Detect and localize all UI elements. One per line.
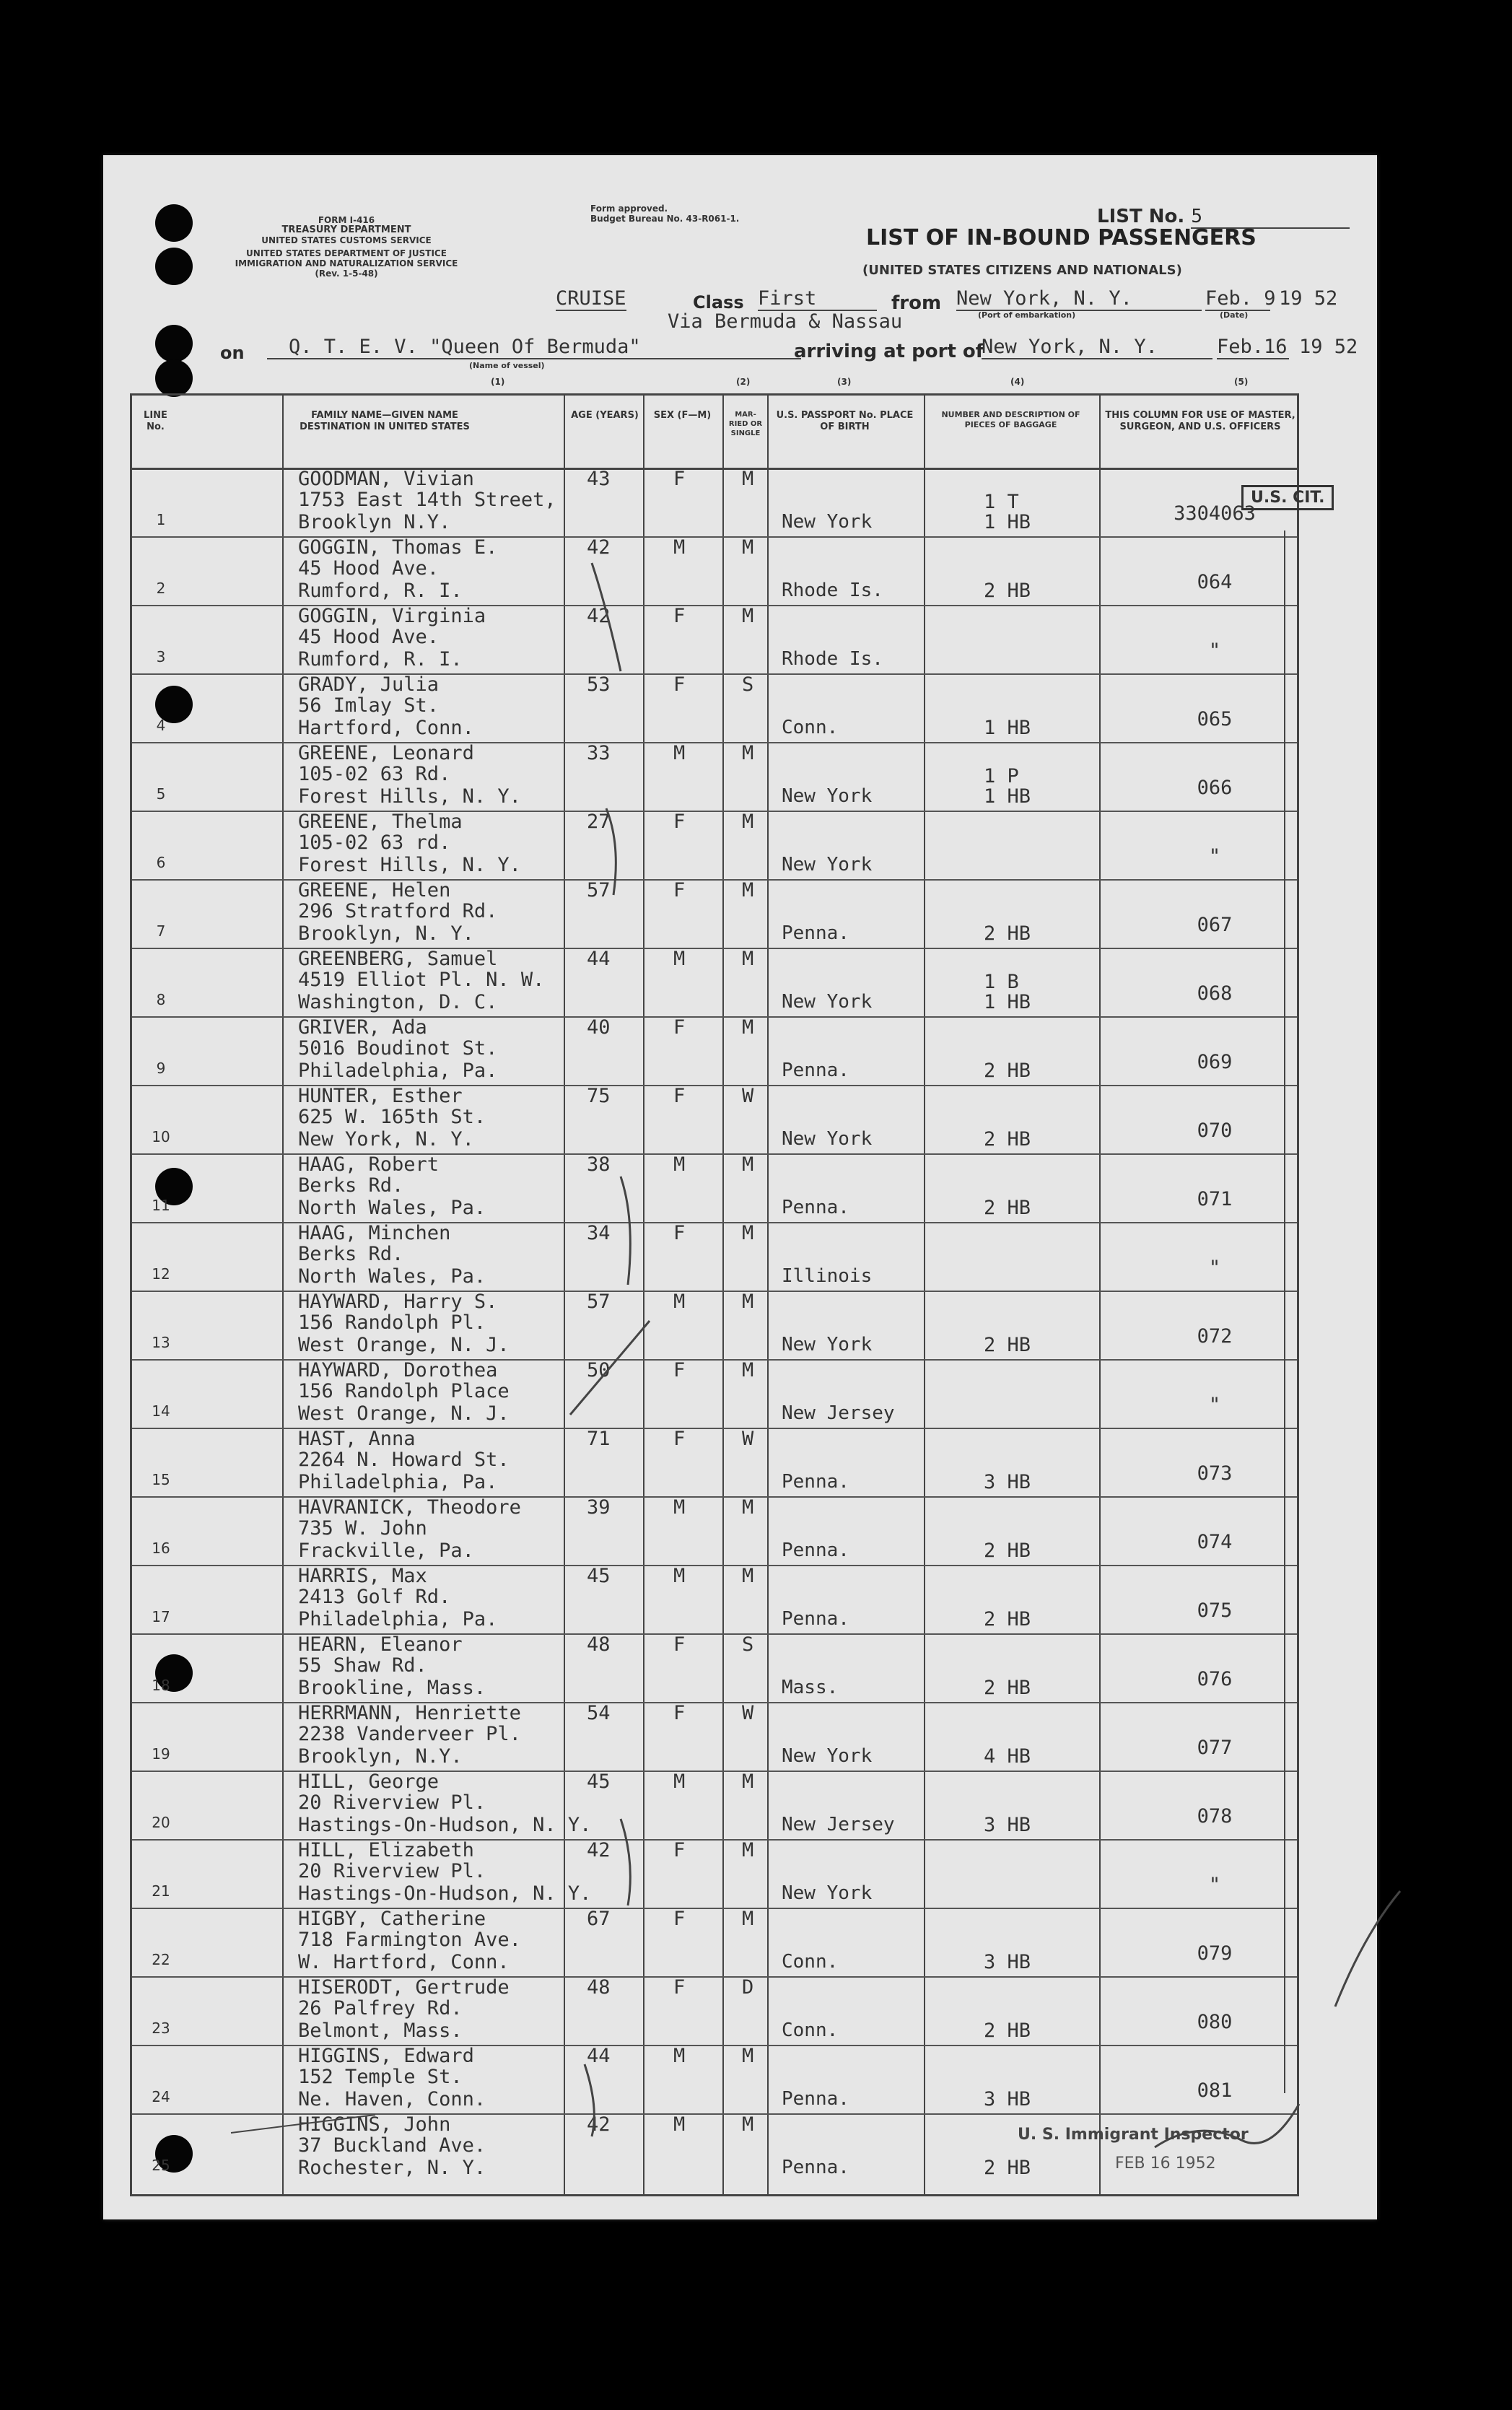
list-number: LIST No. 5 [1097, 206, 1350, 229]
col-num-1: (1) [491, 377, 505, 387]
cell-num: 7 [156, 922, 166, 940]
cell-bag2: 2 HB [984, 1197, 1031, 1219]
cell-num: 21 [152, 1882, 170, 1900]
cell-age: 44 [587, 948, 611, 970]
cell-mar: M [742, 948, 754, 970]
from-label: from [891, 292, 942, 314]
cell-age: 53 [587, 673, 611, 696]
col-header-name: FAMILY NAME—GIVEN NAME DESTINATION IN UNITED STATES [300, 410, 470, 432]
page-subtitle: (UNITED STATES CITIZENS AND NATIONALS) [862, 263, 1182, 278]
arrive-year: 19 52 [1299, 336, 1358, 358]
cell-pob: New Jersey [782, 1814, 895, 1835]
cell-pob: Conn. [782, 1951, 839, 1973]
inspector-title: U. S. Immigrant Inspector [1018, 2126, 1249, 2144]
cell-sex: F [673, 1839, 686, 1861]
cell-age: 42 [587, 1839, 611, 1861]
via-route: Via Bermuda & Nassau [668, 310, 903, 333]
from-year: 19 52 [1279, 287, 1338, 310]
cell-pob: Conn. [782, 717, 839, 738]
cell-off: 073 [1197, 1462, 1233, 1485]
cell-pob: New York [782, 511, 873, 533]
cell-n2: 625 W. 165th St. [298, 1106, 486, 1128]
cell-bag2: 3 HB [984, 1814, 1031, 1836]
cell-bag2: 3 HB [984, 1471, 1031, 1493]
cell-sex: M [673, 948, 686, 970]
cell-sex: M [673, 2045, 686, 2067]
cell-n1: GOGGIN, Thomas E. [298, 536, 498, 559]
cell-bag2: 3 HB [984, 1951, 1031, 1973]
cell-mar: M [742, 811, 754, 833]
cell-off: 072 [1197, 1325, 1233, 1348]
cell-mar: M [742, 1565, 754, 1587]
cell-age: 42 [587, 2113, 611, 2136]
cruise-label: CRUISE [556, 287, 626, 310]
cell-off: 068 [1197, 982, 1233, 1005]
cell-mar: M [742, 468, 754, 490]
cell-bag2: 2 HB [984, 1540, 1031, 1562]
cell-n3: Rumford, R. I. [298, 648, 463, 671]
cell-age: 40 [587, 1016, 611, 1039]
cell-off: 080 [1197, 2011, 1233, 2033]
cell-n1: HARRIS, Max [298, 1565, 427, 1587]
from-date: Feb. 9 [1205, 287, 1276, 310]
cell-age: 39 [587, 1496, 611, 1519]
cell-num: 8 [156, 991, 166, 1008]
cell-pob: Penna. [782, 1471, 849, 1493]
cell-n3: Washington, D. C. [298, 991, 498, 1013]
vessel-name: Q. T. E. V. "Queen Of Bermuda" [267, 336, 801, 359]
cell-off: 3304063 [1174, 502, 1256, 525]
cell-sex: F [673, 1633, 686, 1656]
cell-sex: F [673, 1908, 686, 1930]
cell-bag2: 2 HB [984, 1677, 1031, 1699]
cell-n1: HAAG, Minchen [298, 1222, 451, 1244]
cell-bag2: 2 HB [984, 1334, 1031, 1356]
cell-pob: Illinois [782, 1265, 873, 1287]
cell-off: " [1208, 639, 1221, 662]
cell-age: 57 [587, 1291, 611, 1313]
cell-n1: HUNTER, Esther [298, 1085, 463, 1107]
cell-off: 064 [1197, 571, 1233, 593]
cell-num: 1 [156, 511, 166, 528]
cell-off: 074 [1197, 1531, 1233, 1553]
cell-mar: M [742, 1291, 754, 1313]
cell-mar: M [742, 2045, 754, 2067]
cell-n2: Berks Rd. [298, 1243, 404, 1265]
cell-n3: West Orange, N. J. [298, 1402, 510, 1425]
cell-bag2: 2 HB [984, 2020, 1031, 2042]
cell-off: 066 [1197, 777, 1233, 799]
cell-n1: HISERODT, Gertrude [298, 1976, 510, 1999]
cell-sex: F [673, 1222, 686, 1244]
cell-off: 081 [1197, 2079, 1233, 2102]
cell-n2: 45 Hood Ave. [298, 626, 440, 648]
cell-n3: New York, N. Y. [298, 1128, 474, 1151]
cell-age: 71 [587, 1428, 611, 1450]
cell-n3: West Orange, N. J. [298, 1334, 510, 1356]
cell-pob: New Jersey [782, 1402, 895, 1424]
cell-n3: Forest Hills, N. Y. [298, 854, 521, 876]
cell-age: 67 [587, 1908, 611, 1930]
cell-num: 9 [156, 1060, 166, 1077]
cell-pob: Conn. [782, 2020, 839, 2041]
cell-num: 25 [152, 2157, 170, 2174]
cell-pob: New York [782, 854, 873, 876]
cell-num: 19 [152, 1745, 170, 1763]
cell-n1: HILL, George [298, 1771, 440, 1793]
cell-bag2: 2 HB [984, 1060, 1031, 1082]
cell-n2: 152 Temple St. [298, 2066, 463, 2088]
cell-n1: HAYWARD, Dorothea [298, 1359, 498, 1381]
port-embark-caption: (Port of embarkation) [978, 310, 1076, 320]
cell-mar: S [742, 1633, 754, 1656]
cell-sex: M [673, 1153, 686, 1176]
cell-pob: New York [782, 1882, 873, 1904]
cell-off: 065 [1197, 708, 1233, 730]
cell-mar: M [742, 1153, 754, 1176]
date-caption: (Date) [1220, 310, 1249, 320]
cell-num: 17 [152, 1608, 170, 1625]
cell-n2: 5016 Boudinot St. [298, 1037, 498, 1060]
cell-num: 13 [152, 1334, 170, 1351]
cell-n1: GREENE, Leonard [298, 742, 474, 764]
cell-mar: W [742, 1428, 754, 1450]
on-label: on [220, 343, 245, 363]
col-header-baggage: NUMBER AND DESCRIPTION OF PIECES OF BAGGAGE [941, 410, 1080, 429]
cell-sex: F [673, 879, 686, 901]
cell-n2: 20 Riverview Pl. [298, 1791, 486, 1814]
cell-age: 34 [587, 1222, 611, 1244]
cell-age: 57 [587, 879, 611, 901]
cell-bag2: 1 HB [984, 511, 1031, 533]
cell-n3: Forest Hills, N. Y. [298, 785, 521, 808]
cell-mar: M [742, 1839, 754, 1861]
citizen-stamp: U.S. CIT. [1241, 485, 1334, 510]
cell-age: 54 [587, 1702, 611, 1724]
cell-bag1: 1 T [984, 491, 1019, 513]
cell-sex: M [673, 742, 686, 764]
cell-n2: 45 Hood Ave. [298, 557, 440, 580]
cell-age: 45 [587, 1771, 611, 1793]
cell-age: 38 [587, 1153, 611, 1176]
cell-age: 45 [587, 1565, 611, 1587]
cell-n2: 2238 Vanderveer Pl. [298, 1723, 521, 1745]
cell-mar: M [742, 742, 754, 764]
cell-pob: Penna. [782, 2157, 849, 2178]
cell-pob: Rhode Is. [782, 580, 883, 601]
cell-pob: Rhode Is. [782, 648, 883, 670]
cell-pob: Penna. [782, 1060, 849, 1081]
cell-n3: Hastings-On-Hudson, N. Y. [298, 1882, 592, 1905]
cell-n2: 1753 East 14th Street, [298, 489, 556, 511]
col-header-line: LINE No. [144, 410, 167, 432]
cell-sex: M [673, 536, 686, 559]
cell-age: 43 [587, 468, 611, 490]
from-port: New York, N. Y. [956, 287, 1202, 311]
cell-num: 14 [152, 1402, 170, 1420]
cell-n3: North Wales, Pa. [298, 1197, 486, 1219]
cell-n3: Ne. Haven, Conn. [298, 2088, 486, 2110]
cell-n2: 56 Imlay St. [298, 694, 440, 717]
cell-num: 6 [156, 854, 166, 871]
form-approved: Form approved. Budget Bureau No. 43-R061-1. [590, 204, 740, 224]
cell-num: 2 [156, 580, 166, 597]
cell-off: 075 [1197, 1599, 1233, 1622]
cell-pob: Penna. [782, 1540, 849, 1561]
cell-n2: 156 Randolph Pl. [298, 1311, 486, 1334]
cell-n3: Brooklyn, N. Y. [298, 922, 474, 945]
cell-off: 076 [1197, 1668, 1233, 1690]
cell-n3: North Wales, Pa. [298, 1265, 486, 1288]
cell-n2: 735 W. John [298, 1517, 427, 1540]
cell-n1: HERRMANN, Henriette [298, 1702, 521, 1724]
cell-age: 50 [587, 1359, 611, 1381]
col-num-5: (5) [1234, 377, 1249, 387]
cell-age: 42 [587, 536, 611, 559]
cell-bag2: 1 HB [984, 991, 1031, 1013]
cell-n3: Philadelphia, Pa. [298, 1471, 498, 1493]
cell-n2: 55 Shaw Rd. [298, 1654, 427, 1677]
cell-sex: F [673, 1976, 686, 1999]
cell-off: " [1208, 1394, 1221, 1416]
cell-age: 44 [587, 2045, 611, 2067]
cell-n2: 26 Palfrey Rd. [298, 1997, 463, 2020]
cell-sex: F [673, 1359, 686, 1381]
vessel-caption: (Name of vessel) [469, 361, 545, 370]
cell-n1: GREENE, Helen [298, 879, 451, 901]
cell-bag2: 4 HB [984, 1745, 1031, 1768]
cell-n3: Rochester, N. Y. [298, 2157, 486, 2179]
cell-age: 33 [587, 742, 611, 764]
cell-n2: 20 Riverview Pl. [298, 1860, 486, 1882]
cell-sex: F [673, 811, 686, 833]
cell-sex: M [673, 1771, 686, 1793]
cell-n2: 718 Farmington Ave. [298, 1929, 521, 1951]
cell-n3: Belmont, Mass. [298, 2020, 463, 2042]
cell-num: 4 [156, 717, 166, 734]
cell-mar: M [742, 1908, 754, 1930]
cell-n1: GREENE, Thelma [298, 811, 463, 833]
cell-age: 48 [587, 1976, 611, 1999]
cell-n1: GREENBERG, Samuel [298, 948, 498, 970]
cell-n3: Brooklyn, N.Y. [298, 1745, 463, 1768]
cell-pob: Penna. [782, 922, 849, 944]
cell-mar: M [742, 1771, 754, 1793]
cell-sex: M [673, 2113, 686, 2136]
cell-mar: W [742, 1702, 754, 1724]
cell-mar: M [742, 1496, 754, 1519]
cell-sex: F [673, 1702, 686, 1724]
cell-num: 11 [152, 1197, 170, 1214]
cell-sex: M [673, 1291, 686, 1313]
cell-sex: F [673, 605, 686, 627]
cell-age: 27 [587, 811, 611, 833]
cell-pob: New York [782, 1745, 873, 1767]
cell-mar: S [742, 673, 754, 696]
cell-n3: Brooklyn N.Y. [298, 511, 451, 533]
cell-bag2: 2 HB [984, 1608, 1031, 1630]
arrive-date: Feb.16 [1217, 336, 1289, 359]
cell-off: 069 [1197, 1051, 1233, 1073]
cell-mar: W [742, 1085, 754, 1107]
cell-n3: Philadelphia, Pa. [298, 1608, 498, 1630]
cell-mar: D [742, 1976, 754, 1999]
cell-off: 070 [1197, 1119, 1233, 1142]
cell-n3: Brookline, Mass. [298, 1677, 486, 1699]
col-num-3: (3) [837, 377, 852, 387]
cell-n2: 105-02 63 Rd. [298, 763, 451, 785]
cell-n3: W. Hartford, Conn. [298, 1951, 510, 1973]
cell-num: 16 [152, 1540, 170, 1557]
cell-bag2: 2 HB [984, 922, 1031, 945]
cell-pob: Penna. [782, 1608, 849, 1630]
cell-mar: M [742, 1359, 754, 1381]
class-value: First [758, 287, 877, 311]
cell-n1: HILL, Elizabeth [298, 1839, 474, 1861]
arrive-port: New York, N. Y. [982, 336, 1212, 359]
cell-n1: HIGBY, Catherine [298, 1908, 486, 1930]
cell-pob: New York [782, 1334, 873, 1355]
arriving-label: arriving at port of [794, 341, 984, 362]
cell-off: 077 [1197, 1737, 1233, 1759]
cell-mar: M [742, 879, 754, 901]
cell-sex: F [673, 1428, 686, 1450]
cell-num: 10 [152, 1128, 170, 1145]
cell-pob: Mass. [782, 1677, 839, 1698]
cell-age: 48 [587, 1633, 611, 1656]
cell-n2: 105-02 63 rd. [298, 831, 451, 854]
cell-off: " [1208, 845, 1221, 868]
cell-n2: 4519 Elliot Pl. N. W. [298, 969, 545, 991]
col-header-sex: SEX (F—M) [653, 410, 712, 421]
col-num-4: (4) [1010, 377, 1025, 387]
page-title: LIST OF IN-BOUND PASSENGERS [866, 225, 1257, 250]
cell-off: 079 [1197, 1942, 1233, 1965]
cell-n1: HAST, Anna [298, 1428, 416, 1450]
cell-age: 75 [587, 1085, 611, 1107]
cell-off: " [1208, 1874, 1221, 1896]
cell-pob: Penna. [782, 1197, 849, 1218]
cell-bag2: 2 HB [984, 2157, 1031, 2179]
cell-mar: M [742, 1222, 754, 1244]
cell-mar: M [742, 1016, 754, 1039]
cell-num: 24 [152, 2088, 170, 2105]
cell-bag2: 1 HB [984, 717, 1031, 739]
cell-sex: F [673, 1085, 686, 1107]
cell-num: 23 [152, 2020, 170, 2037]
cell-bag2: 2 HB [984, 580, 1031, 602]
cell-num: 3 [156, 648, 166, 665]
col-header-passport: U.S. PASSPORT No. PLACE OF BIRTH [776, 410, 914, 432]
cell-pob: Penna. [782, 2088, 849, 2110]
col-header-marital: MAR-RIED OR SINGLE [728, 411, 763, 437]
cell-sex: F [673, 468, 686, 490]
cell-pob: New York [782, 1128, 873, 1150]
col-num-2: (2) [736, 377, 751, 387]
cell-bag2: 3 HB [984, 2088, 1031, 2110]
cell-n1: HAVRANICK, Theodore [298, 1496, 521, 1519]
cell-sex: F [673, 673, 686, 696]
cell-n3: Hastings-On-Hudson, N. Y. [298, 1814, 592, 1836]
cell-bag1: 1 B [984, 971, 1019, 993]
cell-bag2: 2 HB [984, 1128, 1031, 1151]
inspector-date-stamp: FEB 16 1952 [1115, 2154, 1216, 2173]
cell-n2: 156 Randolph Place [298, 1380, 510, 1402]
cell-n1: GOODMAN, Vivian [298, 468, 474, 490]
cell-num: 18 [152, 1677, 170, 1694]
cell-num: 12 [152, 1265, 170, 1283]
cell-num: 5 [156, 785, 166, 803]
cell-off: " [1208, 1257, 1221, 1279]
cell-pob: New York [782, 785, 873, 807]
col-header-age: AGE (YEARS) [571, 410, 639, 421]
cell-n2: 296 Stratford Rd. [298, 900, 498, 922]
cell-n1: HAYWARD, Harry S. [298, 1291, 498, 1313]
cell-num: 20 [152, 1814, 170, 1831]
cell-sex: F [673, 1016, 686, 1039]
cell-bag2: 1 HB [984, 785, 1031, 808]
form-number: FORM I-416 TREASURY DEPARTMENT UNITED STATES CUSTOMS SERVICE UNITED STATES DEPARTMENT OF JUSTICE IMMIGRATION AND NATURALIZATION SERVICE (Rev. 1-5-48) [235, 215, 458, 279]
cell-n3: Frackville, Pa. [298, 1540, 474, 1562]
cell-bag1: 1 P [984, 765, 1019, 787]
class-label: Class [693, 292, 744, 313]
cell-mar: M [742, 605, 754, 627]
cell-pob: New York [782, 991, 873, 1013]
cell-n1: HIGGINS, John [298, 2113, 451, 2136]
cell-n3: Hartford, Conn. [298, 717, 474, 739]
cell-mar: M [742, 2113, 754, 2136]
cell-n2: 2413 Golf Rd. [298, 1586, 451, 1608]
cell-n2: Berks Rd. [298, 1174, 404, 1197]
cell-n1: HIGGINS, Edward [298, 2045, 474, 2067]
cell-n1: GRIVER, Ada [298, 1016, 427, 1039]
cell-n2: 37 Buckland Ave. [298, 2134, 486, 2157]
cell-age: 42 [587, 605, 611, 627]
col-header-officers: THIS COLUMN FOR USE OF MASTER, SURGEON, AND U.S. OFFICERS [1105, 410, 1295, 432]
cell-n2: 2264 N. Howard St. [298, 1449, 510, 1471]
cell-off: 067 [1197, 914, 1233, 936]
cell-n1: GOGGIN, Virginia [298, 605, 486, 627]
cell-off: 078 [1197, 1805, 1233, 1828]
cell-mar: M [742, 536, 754, 559]
cell-n3: Philadelphia, Pa. [298, 1060, 498, 1082]
cell-num: 15 [152, 1471, 170, 1488]
cell-sex: M [673, 1496, 686, 1519]
cell-num: 22 [152, 1951, 170, 1968]
cell-n1: HEARN, Eleanor [298, 1633, 463, 1656]
cell-n1: GRADY, Julia [298, 673, 440, 696]
cell-n1: HAAG, Robert [298, 1153, 440, 1176]
cell-n3: Rumford, R. I. [298, 580, 463, 602]
cell-off: 071 [1197, 1188, 1233, 1210]
cell-sex: M [673, 1565, 686, 1587]
